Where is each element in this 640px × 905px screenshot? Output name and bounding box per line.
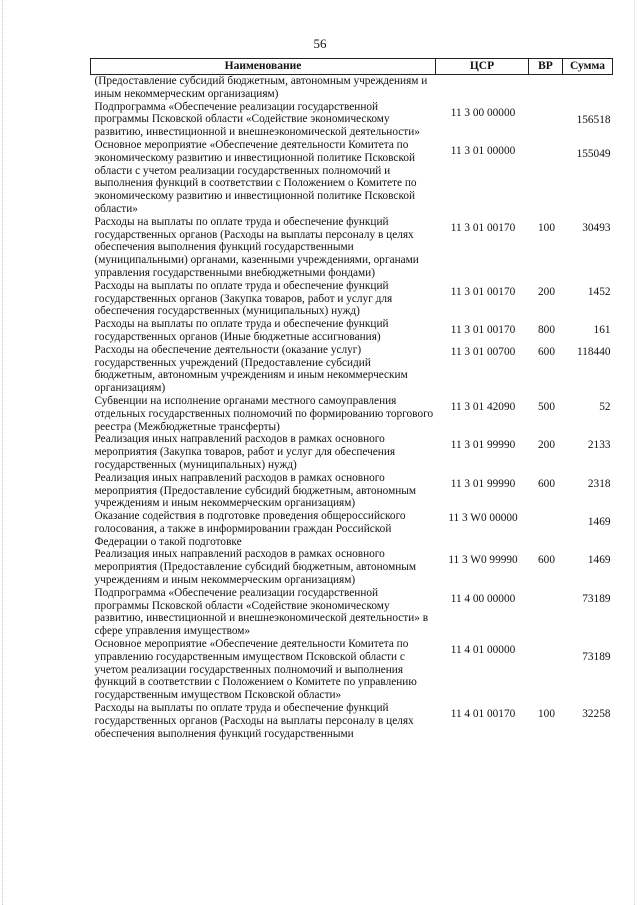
row-sum: 73189 bbox=[582, 592, 611, 605]
row-sum: 161 bbox=[593, 324, 611, 337]
row-sum bbox=[563, 75, 613, 101]
row-csr: 11 4 00 00000 bbox=[450, 592, 516, 605]
table-row bbox=[91, 472, 613, 510]
row-sum: 52 bbox=[599, 400, 611, 413]
row-csr: 11 4 01 00000 bbox=[450, 644, 516, 657]
table-row bbox=[91, 638, 613, 702]
row-csr: 11 3 01 00700 bbox=[450, 345, 516, 358]
row-name: Реализация иных направлений расходов в рамках основного мероприятия (Предоставление субсидий бюджетным, автономным учреждениям и иным некоммерческим организациям) bbox=[94, 471, 417, 510]
row-name: Основное мероприятие «Обеспечение деятельности Комитета по экономическому развитию и инвестиционной политике Псковской области с учетом реализации государственных полномочий и выполнения функций в соответствии с Положением о Комитете по экономическому развитию и инвестиционной политике Псковской области» bbox=[94, 138, 417, 215]
row-name: Расходы на выплаты по оплате труда и обеспечение функций государственных органов (Расходы на выплаты персоналу в целях обеспечения выполнения функций государственными (муниципальными) органами, казенными учреждениями, органами управления государственными внебюджетными фондами) bbox=[94, 215, 419, 279]
row-vr bbox=[529, 75, 563, 101]
table-row bbox=[91, 216, 613, 280]
row-sum: 2318 bbox=[587, 477, 611, 490]
header-name: Наименование bbox=[91, 59, 436, 75]
scan-edge-right bbox=[634, 0, 636, 905]
row-vr: 600 bbox=[538, 345, 555, 358]
row-name: Оказание содействия в подготовке проведения общероссийского голосования, а также в информировании граждан Российской Федерации о такой подготовке bbox=[94, 510, 406, 548]
row-name: Расходы на выплаты по оплате труда и обеспечение функций государственных органов (Расходы на выплаты персоналу в целях обеспечения выполнения функций государственными bbox=[94, 702, 414, 740]
row-csr: 11 3 01 99990 bbox=[450, 477, 516, 490]
table-row bbox=[91, 433, 613, 471]
table-row bbox=[91, 548, 613, 586]
row-sum: 1452 bbox=[587, 285, 611, 298]
budget-table bbox=[90, 58, 613, 740]
row-name: Основное мероприятие «Обеспечение деятельности Комитета по управлению государственным имуществом Псковской области с учетом реализации государственных полномочий и выполнения функций в соответствии с Положением о Комитете по управлению государственным имуществом Псковской области» bbox=[94, 638, 417, 702]
row-name: (Предоставление субсидий бюджетным, автономным учреждениям и иным некоммерческим организациям) bbox=[94, 75, 428, 100]
page-number: 56 bbox=[313, 36, 327, 51]
row-vr bbox=[529, 510, 563, 548]
table-row bbox=[91, 395, 613, 433]
table-row bbox=[91, 280, 613, 318]
row-vr: 500 bbox=[538, 400, 555, 413]
row-name: Субвенции на исполнение органами местного самоуправления отдельных государственных полномочий по формированию торгового реестра (Межбюджетные трансферты) bbox=[94, 394, 434, 433]
row-sum: 156518 bbox=[576, 113, 611, 126]
table-row bbox=[91, 318, 613, 344]
row-csr: 11 3 01 00170 bbox=[450, 285, 516, 298]
table-row bbox=[91, 75, 613, 101]
table-row bbox=[91, 587, 613, 638]
row-vr: 100 bbox=[538, 221, 555, 234]
row-csr: 11 3 00 00000 bbox=[450, 106, 516, 119]
row-csr: 11 3 01 00000 bbox=[450, 144, 516, 157]
row-sum: 2133 bbox=[587, 439, 611, 452]
table-row bbox=[91, 702, 613, 740]
header-sum: Сумма bbox=[563, 59, 613, 75]
row-sum: 73189 bbox=[582, 651, 611, 664]
row-name: Расходы на выплаты по оплате труда и обеспечение функций государственных органов (Иные бюджетные ассигнования) bbox=[94, 318, 389, 343]
row-csr: 11 3 01 42090 bbox=[450, 400, 516, 413]
row-vr: 100 bbox=[538, 708, 555, 721]
table-row bbox=[91, 510, 613, 548]
table-header-row bbox=[91, 59, 613, 75]
row-vr bbox=[529, 139, 563, 216]
row-sum: 30493 bbox=[582, 221, 611, 234]
row-name: Реализация иных направлений расходов в рамках основного мероприятия (Предоставление субсидий бюджетным, автономным учреждениям и иным некоммерческим организациям) bbox=[94, 548, 417, 587]
row-name: Подпрограмма «Обеспечение реализации государственной программы Псковской области «Содействие экономическому развитию, инвестиционной и внешнеэкономической деятельности» в сфере управления имуществом» bbox=[94, 586, 429, 638]
row-sum: 32258 bbox=[582, 708, 611, 721]
row-sum: 118440 bbox=[577, 345, 611, 358]
row-vr bbox=[529, 587, 563, 638]
row-csr: 11 3 W0 99990 bbox=[448, 554, 518, 567]
table-row bbox=[91, 344, 613, 395]
row-vr: 600 bbox=[538, 554, 555, 567]
header-csr: ЦСР bbox=[436, 59, 529, 75]
row-sum: 155049 bbox=[576, 147, 611, 160]
row-vr: 800 bbox=[538, 324, 555, 337]
scan-edge-left bbox=[2, 0, 4, 905]
row-csr: 11 3 01 00170 bbox=[450, 221, 516, 234]
row-name: Расходы на обеспечение деятельности (оказание услуг) государственных учреждений (Предоставление субсидий бюджетным, автономным учреждениям и иным некоммерческим организациям) bbox=[94, 343, 408, 395]
row-csr: 11 3 01 99990 bbox=[450, 439, 516, 452]
row-vr bbox=[529, 101, 563, 139]
row-vr: 200 bbox=[538, 285, 555, 298]
row-csr: 11 3 W0 00000 bbox=[448, 512, 518, 525]
row-csr: 11 4 01 00170 bbox=[450, 708, 516, 721]
row-csr bbox=[436, 75, 529, 101]
row-vr: 200 bbox=[538, 439, 555, 452]
row-csr: 11 3 01 00170 bbox=[450, 324, 516, 337]
table-row bbox=[91, 101, 613, 139]
row-sum: 1469 bbox=[587, 516, 611, 529]
header-vr: ВР bbox=[529, 59, 563, 75]
row-name: Подпрограмма «Обеспечение реализации государственной программы Псковской области «Содействие экономическому развитию, инвестиционной и внешнеэкономической деятельности» bbox=[94, 100, 420, 139]
row-vr bbox=[529, 638, 563, 702]
row-vr: 600 bbox=[538, 477, 555, 490]
row-name: Реализация иных направлений расходов в рамках основного мероприятия (Закупка товаров, работ и услуг для обеспечения государственных (муниципальных) нужд) bbox=[94, 433, 396, 471]
table-row bbox=[91, 139, 613, 216]
row-sum: 1469 bbox=[587, 554, 611, 567]
row-name: Расходы на выплаты по оплате труда и обеспечение функций государственных органов (Закупка товаров, работ и услуг для обеспечения государственных (муниципальных) нужд) bbox=[94, 279, 393, 318]
